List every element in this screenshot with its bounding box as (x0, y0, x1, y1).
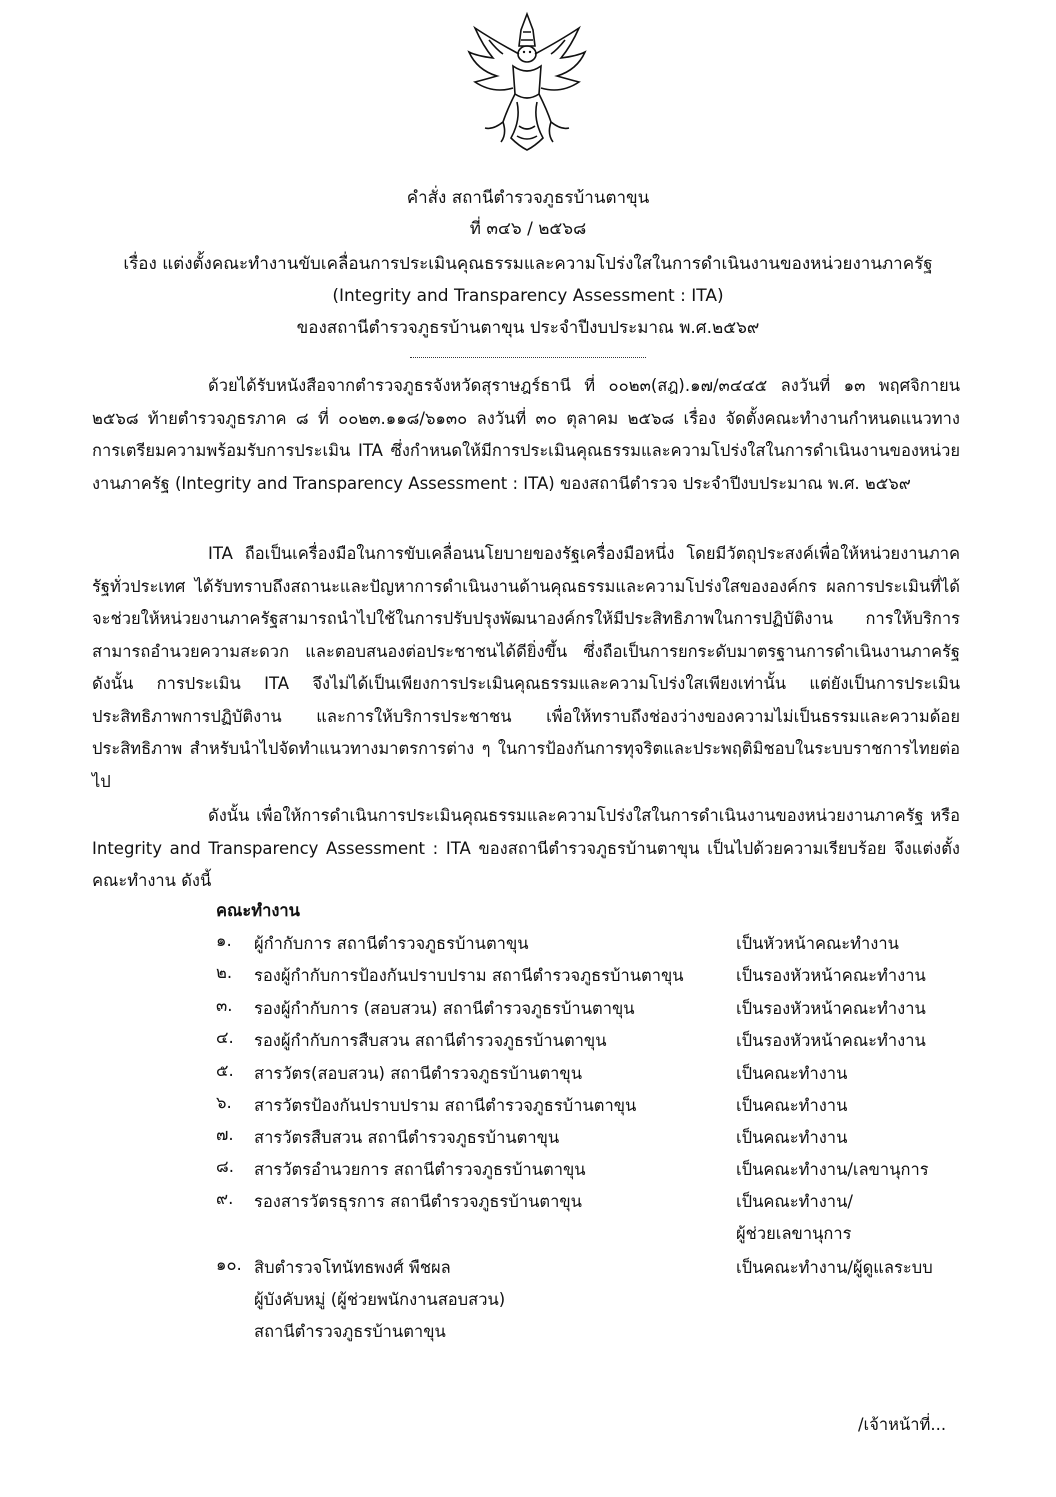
member-position: รองผู้กำกับการสืบสวน สถานีตำรวจภูธรบ้านตาขุน (254, 1031, 607, 1050)
member-role: เป็นรองหัวหน้าคณะทำงาน (736, 966, 926, 985)
member-role: เป็นรองหัวหน้าคณะทำงาน (736, 1031, 926, 1050)
member-position: สารวัตร(สอบสวน) สถานีตำรวจภูธรบ้านตาขุน (254, 1064, 582, 1083)
order-title: คำสั่ง สถานีตำรวจภูธรบ้านตาขุน (406, 188, 650, 208)
member-role: เป็นรองหัวหน้าคณะทำงาน (736, 999, 926, 1018)
member-position: ผู้กำกับการ สถานีตำรวจภูธรบ้านตาขุน (254, 934, 529, 953)
member-position: รองผู้กำกับการป้องกันปราบปราม สถานีตำรวจภูธรบ้านตาขุน (254, 966, 684, 985)
garuda-emblem (463, 10, 591, 155)
member-position: สารวัตรสืบสวน สถานีตำรวจภูธรบ้านตาขุน (254, 1128, 560, 1147)
member-number: ๒. (216, 963, 233, 982)
member-position: สารวัตรป้องกันปราบปราม สถานีตำรวจภูธรบ้านตาขุน (254, 1096, 637, 1115)
order-subject: เรื่อง แต่งตั้งคณะทำงานขับเคลื่อนการประเมินคุณธรรมและความโปร่งใสในการดำเนินงานของหน่วยงานภาครัฐ (123, 254, 933, 274)
body-paragraph-1: ด้วยได้รับหนังสือจากตำรวจภูธรจังหวัดสุราษฎร์ธานี ที่ ๐๐๒๓(สฎ).๑๗/๓๔๔๕ ลงวันที่ ๑๓ พฤศจิกายน ๒๕๖๘ ท้ายตำรวจภูธรภาค ๘ ที่ ๐๐๒๓.๑๑๘/๖๑๓๐ ลงวันที่ ๓๐ ตุลาคม ๒๕๖๘ เรื่อง จัดตั้งคณะทำงานกำหนดแนวทางการเตรียมความพร้อมรับการประเมิน ITA ซึ่งกำหนดให้มีการประเมินคุณธรรมและความโปร่งใสในการดำเนินงานของหน่วยงานภาครัฐ (Integrity and Transparency Assessment : ITA) ของสถานีตำรวจ ประจำปีงบประมาณ พ.ศ. ๒๕๖๙ (92, 376, 960, 493)
member-position: สิบตำรวจโทนัทธพงศ์ พืชผล ผู้บังคับหมู่ (ผู้ช่วยพนักงานสอบสวน) สถานีตำรวจภูธรบ้านตาขุน (254, 1258, 506, 1341)
dotted-divider (410, 345, 646, 358)
member-role: เป็นหัวหน้าคณะทำงาน (736, 934, 899, 953)
member-role: เป็นคณะทำงาน/ผู้ดูแลระบบ (736, 1258, 933, 1277)
member-number: ๖. (216, 1093, 232, 1112)
member-role: เป็นคณะทำงาน (736, 1128, 848, 1147)
committee-title: คณะทำงาน (216, 901, 300, 920)
body-paragraph-3: ดังนั้น เพื่อให้การดำเนินการประเมินคุณธรรมและความโปร่งใสในการดำเนินงานของหน่วยงานภาครัฐ หรือ Integrity and Transparency Assessment : ITA ของสถานีตำรวจภูธรบ้านตาขุน เป็นไปด้วยความเรียบร้อย จึงแต่งตั้งคณะทำงาน ดังนี้ (92, 806, 960, 890)
member-number: ๘. (216, 1157, 234, 1176)
order-subject-scope: ของสถานีตำรวจภูธรบ้านตาขุน ประจำปีงบประมาณ พ.ศ.๒๕๖๙ (296, 318, 760, 338)
member-role: เป็นคณะทำงาน/ ผู้ช่วยเลขานุการ (736, 1192, 853, 1243)
member-number: ๔. (216, 1028, 234, 1047)
member-position: รองผู้กำกับการ (สอบสวน) สถานีตำรวจภูธรบ้านตาขุน (254, 999, 635, 1018)
member-number: ๓. (216, 996, 233, 1015)
member-role: เป็นคณะทำงาน/เลขานุการ (736, 1160, 929, 1179)
member-role: เป็นคณะทำงาน (736, 1064, 848, 1083)
member-position: รองสารวัตรธุรการ สถานีตำรวจภูธรบ้านตาขุน (254, 1192, 582, 1211)
order-subject-english: (Integrity and Transparency Assessment : ITA) (332, 286, 724, 306)
member-number: ๑๐. (216, 1255, 242, 1274)
order-number: ที่ ๓๔๖ / ๒๕๖๘ (469, 219, 587, 239)
continued-marker: /เจ้าหน้าที่... (858, 1415, 947, 1434)
member-number: ๑. (216, 931, 232, 950)
member-number: ๙. (216, 1189, 234, 1208)
member-position: สารวัตรอำนวยการ สถานีตำรวจภูธรบ้านตาขุน (254, 1160, 586, 1179)
member-number: ๕. (216, 1061, 234, 1080)
member-number: ๗. (216, 1125, 234, 1144)
body-paragraph-2: ITA ถือเป็นเครื่องมือในการขับเคลื่อนนโยบายของรัฐเครื่องมือหนึ่ง โดยมีวัตถุประสงค์เพื่อให้หน่วยงานภาครัฐทั่วประเทศ ได้รับทราบถึงสถานะและปัญหาการดำเนินงานด้านคุณธรรมและความโปร่งใสขององค์กร ผลการประเมินที่ได้จะช่วยให้หน่วยงานภาครัฐสามารถนำไปใช้ในการปรับปรุงพัฒนาองค์กรให้มีประสิทธิภาพในการปฏิบัติงาน การให้บริการสามารถอำนวยความสะดวก และตอบสนองต่อประชาชนได้ดียิ่งขึ้น ซึ่งถือเป็นการยกระดับมาตรฐานการดำเนินงานภาครัฐ ดังนั้น การประเมิน ITA จึงไม่ได้เป็นเพียงการประเมินคุณธรรมและความโปร่งใสเพียงเท่านั้น แต่ยังเป็นการประเมินประสิทธิภาพการปฏิบัติงาน และการให้บริการประชาชน เพื่อให้ทราบถึงช่องว่างของความไม่เป็นธรรมและความด้อยประสิทธิภาพ สำหรับนำไปจัดทำแนวทางมาตรการต่าง ๆ ในการป้องกันการทุจริตและประพฤติมิชอบในระบบราชการไทยต่อไป (92, 544, 960, 791)
member-role: เป็นคณะทำงาน (736, 1096, 848, 1115)
